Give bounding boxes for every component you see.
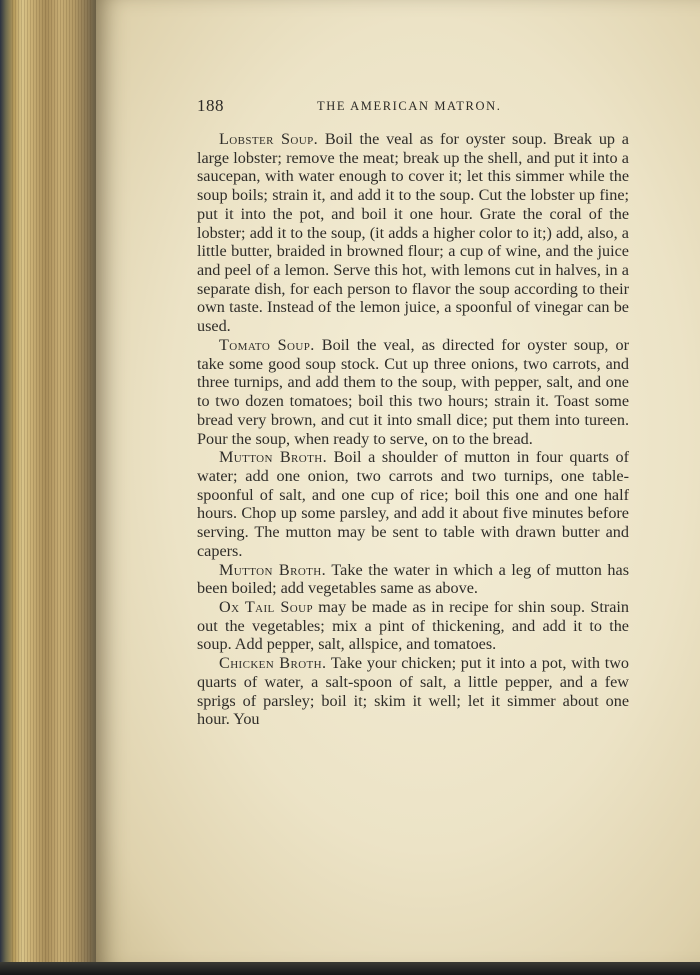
recipe-paragraph-ox-tail-soup	[197, 598, 629, 654]
recipe-paragraph-tomato-soup	[197, 336, 629, 448]
recipe-paragraph-lobster-soup	[197, 130, 629, 336]
page-edge-texture	[12, 0, 92, 975]
recipe-text	[197, 130, 629, 729]
recipe-heading: Mutton Broth.	[219, 448, 328, 467]
recipe-body: Boil a shoulder of mutton in four quarts of water; add one onion, two carrots and two turnips, one table-spoonful of salt, and one cup of rice; boil this one and one half hours. Chop up some parsley, and add it about five minutes before serving. The mutton may be sent to table with drawn butter and capers.	[197, 448, 629, 560]
recipe-heading: Mutton Broth.	[219, 560, 327, 579]
recipe-body: Take the water in which a leg of mutton has been boiled; add vegetables same as above.	[197, 560, 629, 598]
recipe-heading: Ox Tail Soup	[219, 597, 313, 616]
recipe-body: Boil the veal, as directed for oyster soup, or take some good soup stock. Cut up three onions, two carrots, and three turnips, and add them to the soup, with pepper, salt, and one to two dozen tomatoes; boil this two hours; strain it. Toast some bread very brown, and cut it into small dice; put them into tureen. Pour the soup, when ready to serve, on to the bread.	[197, 335, 629, 448]
recipe-paragraph-chicken-broth	[197, 654, 629, 729]
recipe-heading: Tomato Soup.	[219, 335, 315, 354]
recipe-heading: Chicken Broth.	[219, 654, 327, 673]
page-header	[197, 96, 667, 118]
recipe-paragraph-mutton-broth-1	[197, 448, 629, 560]
bottom-shadow	[0, 962, 700, 975]
book-page-edges	[0, 0, 100, 975]
recipe-body: Take your chicken; put it into a pot, with two quarts of water, a salt-spoon of salt, a little pepper, and a few sprigs of parsley; boil it; skim it well; let it simmer about one hour. You	[197, 654, 629, 729]
recipe-body: Boil the veal as for oyster soup. Break up a large lobster; remove the meat; break up the shell, and put it into a saucepan, with water enough to cover it; let this simmer while the soup boils; strain it, and add it to the soup. Cut the lobster up fine; put it into the pot, and boil it one hour. Grate the coral of the lobster; add it to the soup, (it adds a higher color to it;) add, also, a little butter, braided in browned flour; a cup of wine, and the juice and peel of a lemon. Serve this hot, with lemons cut in halves, in a separate dish, for each person to flavor the soup according to their own taste. Instead of the lemon juice, a spoonful of vinegar can be used.	[197, 130, 629, 336]
recipe-paragraph-mutton-broth-2	[197, 561, 629, 598]
page-number: 188	[197, 96, 224, 115]
recipe-body: may be made as in recipe for shin soup. Strain out the vegetables; mix a pint of thickening, and add it to the soup. Add pepper, salt, allspice, and tomatoes.	[197, 597, 629, 654]
recipe-heading: Lobster Soup.	[219, 130, 319, 148]
running-title: THE AMERICAN MATRON.	[317, 99, 502, 113]
